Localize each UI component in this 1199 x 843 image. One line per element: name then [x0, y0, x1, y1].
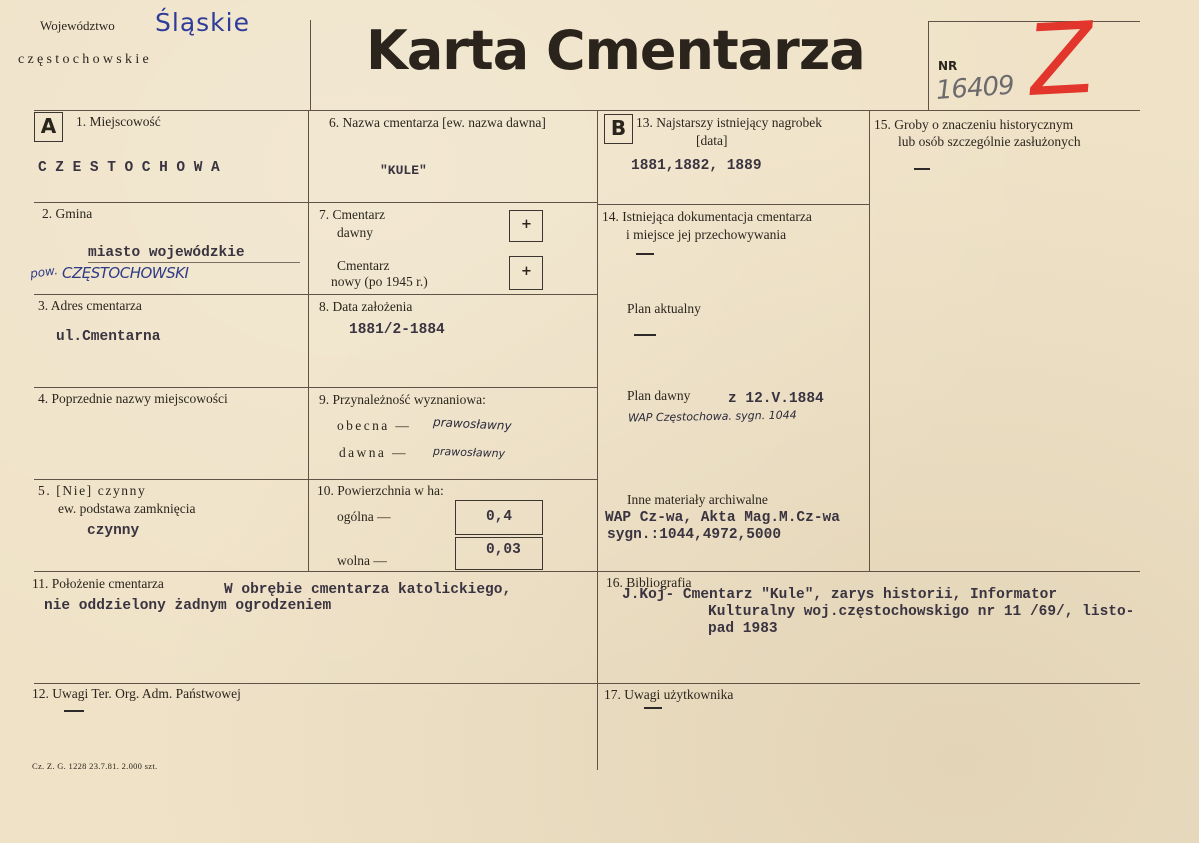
- field-10-label: 10. Powierzchnia w ha:: [317, 483, 444, 498]
- rule-v-nr: [928, 21, 929, 111]
- field-5-sublabel: ew. podstawa zamknięcia: [58, 501, 196, 516]
- rule-a-row4: [34, 479, 598, 480]
- field-5-label: 5. [Nie] czynny: [38, 483, 147, 498]
- field-14-dash: [636, 253, 654, 255]
- nr-label: NR: [938, 59, 958, 73]
- plan-aktualny-dash: [634, 334, 656, 336]
- field-10-ogolna-box: [455, 500, 543, 535]
- field-11-line2: nie oddzielony żadnym ogrodzeniem: [44, 598, 332, 614]
- field-7-label: 7. Cmentarz: [319, 207, 385, 222]
- field-1-value: CZESTOCHOWA: [38, 160, 229, 176]
- field-2-label: 2. Gmina: [42, 206, 93, 221]
- rule-v-col2: [597, 110, 598, 770]
- field-10-ogolna-label: ogólna —: [337, 509, 391, 524]
- field-1-label: 1. Miejscowość: [76, 114, 161, 129]
- field-7-dawny-mark: +: [521, 217, 532, 232]
- field-6-label: 6. Nazwa cmentarza [ew. nazwa dawna]: [329, 115, 546, 130]
- field-9-dawna-value: prawosławny: [432, 444, 506, 461]
- field-9-obecna-label: obecna —: [337, 418, 412, 433]
- former-voivodeship: częstochowskie: [18, 52, 153, 67]
- field-14-sublabel: i miejsce jej przechowywania: [626, 227, 787, 242]
- field-8-label: 8. Data założenia: [319, 299, 413, 314]
- field-17-label: 17. Uwagi użytkownika: [604, 687, 734, 702]
- rule-a-row3: [34, 387, 598, 388]
- field-10-wolna-box: [455, 537, 543, 570]
- field-10-wolna-label: wolna —: [337, 553, 387, 568]
- field-8-value: 1881/2-1884: [349, 322, 445, 338]
- field-10-ogolna-value: 0,4: [486, 509, 513, 525]
- field-9-obecna-value: prawosławny: [432, 414, 512, 434]
- field-16-label: 16. Bibliografia: [606, 575, 692, 590]
- field-7-nowy-label: Cmentarz: [337, 258, 390, 273]
- print-note: Cz. Z. G. 1228 23.7.81. 2.000 szt.: [32, 761, 158, 771]
- section-a-letter: A: [34, 112, 63, 142]
- inne-materialy-label: Inne materiały archiwalne: [627, 492, 768, 507]
- field-17-dash: [644, 707, 662, 709]
- voivodeship-value: Śląskie: [155, 8, 250, 37]
- field-7-dawny-box: [509, 210, 543, 242]
- field-12-label: 12. Uwagi Ter. Org. Adm. Państwowej: [32, 686, 241, 701]
- field-7-nowy-sublabel: nowy (po 1945 r.): [331, 274, 428, 289]
- nr-value: 16409: [934, 70, 1015, 106]
- rule-v-col1: [308, 110, 309, 571]
- field-13-value: 1881,1882, 1889: [631, 158, 762, 174]
- inne-materialy-line1: WAP Cz-wa, Akta Mag.M.Cz-wa: [605, 510, 840, 526]
- rule-row5: [34, 571, 1140, 572]
- field-3-label: 3. Adres cmentarza: [38, 298, 142, 313]
- field-16-line3: pad 1983: [708, 621, 778, 637]
- rule-v-col3: [869, 110, 870, 571]
- inne-materialy-line2: sygn.:1044,4972,5000: [607, 527, 782, 543]
- field-16-line2: Kulturalny woj.częstochowskigo nr 11 /69/, listo-: [708, 604, 1135, 620]
- field-9-label: 9. Przynależność wyznaniowa:: [319, 392, 486, 407]
- plan-aktualny-label: Plan aktualny: [627, 301, 701, 316]
- field-11-label: 11. Położenie cmentarza: [32, 576, 164, 591]
- field-11-line1: W obrębie cmentarza katolickiego,: [224, 582, 512, 598]
- field-13-label: 13. Najstarszy istniejący nagrobek: [636, 115, 822, 130]
- rule-b-13: [598, 204, 869, 205]
- section-b-letter: B: [604, 114, 633, 144]
- rule-row6: [34, 683, 1140, 684]
- field-5-value: czynny: [87, 523, 140, 539]
- field-2-value: miasto wojewódzkie: [88, 245, 245, 261]
- field-16-line1: J.Koj- Cmentarz "Kule", zarys historii, Informator: [622, 587, 1058, 603]
- field-7-dawny: dawny: [337, 225, 373, 240]
- rule-gmina-underline: [88, 262, 300, 263]
- field-7-nowy-mark: +: [521, 264, 532, 279]
- field-13-sublabel: [data]: [696, 133, 728, 148]
- field-15-dash: [914, 168, 930, 170]
- rule-a-row2: [34, 294, 598, 295]
- nr-mark: Z: [1022, 1, 1101, 120]
- field-15-sublabel: lub osób szczególnie zasłużonych: [898, 134, 1081, 149]
- rule-a-row1: [34, 202, 598, 203]
- field-12-dash: [64, 710, 84, 712]
- plan-dawny-note: WAP Częstochowa. sygn. 1044: [627, 408, 797, 425]
- field-15-label: 15. Groby o znaczeniu historycznym: [874, 117, 1074, 132]
- rule-header-bottom: [34, 110, 1140, 111]
- field-7-nowy-box: [509, 256, 543, 290]
- rule-v-header: [310, 20, 311, 111]
- card-title: Karta Cmentarza: [366, 19, 865, 82]
- field-2-note-prefix: pow.: [29, 263, 59, 281]
- field-3-value: ul.Cmentarna: [56, 329, 161, 345]
- field-9-dawna-label: dawna —: [339, 445, 408, 460]
- voivodeship-label: Województwo: [40, 18, 115, 33]
- field-14-label: 14. Istniejąca dokumentacja cmentarza: [602, 209, 812, 224]
- plan-dawny-label: Plan dawny: [627, 388, 691, 403]
- field-4-label: 4. Poprzednie nazwy miejscowości: [38, 391, 228, 406]
- field-10-wolna-value: 0,03: [486, 542, 521, 558]
- field-6-value: "KULE": [380, 163, 427, 178]
- field-2-note: CZĘSTOCHOWSKI: [62, 264, 189, 282]
- plan-dawny-value: z 12.V.1884: [728, 391, 824, 407]
